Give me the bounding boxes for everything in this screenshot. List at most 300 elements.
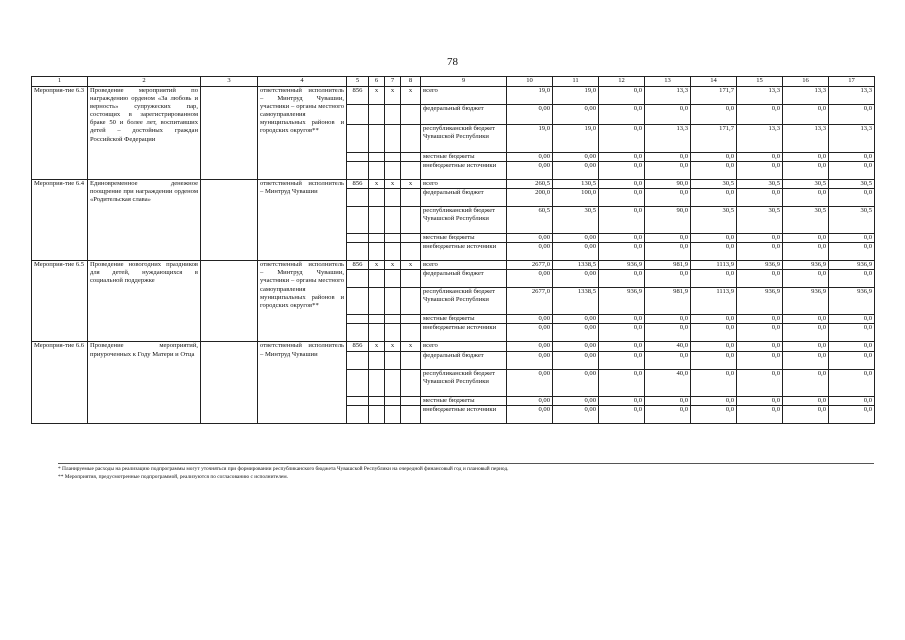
vr-code-empty: [401, 324, 421, 342]
amount-cell: 0,0: [737, 315, 783, 324]
table-row: [32, 87, 875, 105]
amount-cell: 0,0: [783, 243, 829, 261]
table-row: [32, 180, 875, 189]
vr-code-empty: [401, 315, 421, 324]
grbs-code-empty: [347, 189, 369, 207]
amount-cell: 0,0: [829, 105, 875, 125]
amount-cell: 0,0: [829, 315, 875, 324]
vr-code: x: [401, 180, 421, 189]
grbs-code-empty: [347, 405, 369, 423]
amount-cell: 936,9: [599, 288, 645, 315]
amount-cell: 0,0: [599, 324, 645, 342]
amount-cell: 0,0: [691, 324, 737, 342]
amount-cell: 0,0: [737, 105, 783, 125]
funding-source: всего: [421, 180, 507, 189]
amount-cell: 19,0: [553, 125, 599, 153]
column-number: 6: [369, 77, 385, 87]
amount-cell: 0,0: [645, 270, 691, 288]
amount-cell: 13,3: [737, 125, 783, 153]
amount-cell: 0,0: [691, 351, 737, 369]
amount-cell: 0,0: [737, 369, 783, 396]
amount-cell: 0,00: [507, 315, 553, 324]
amount-cell: 0,0: [645, 162, 691, 180]
amount-cell: 30,5: [737, 207, 783, 234]
rz-pr-code: x: [369, 261, 385, 270]
amount-cell: 0,0: [599, 234, 645, 243]
amount-cell: 0,0: [691, 105, 737, 125]
amount-cell: 0,0: [599, 369, 645, 396]
amount-cell: 0,0: [691, 162, 737, 180]
amount-cell: 0,0: [783, 405, 829, 423]
amount-cell: 0,00: [507, 105, 553, 125]
column-number: 10: [507, 77, 553, 87]
amount-cell: 0,00: [553, 369, 599, 396]
amount-cell: 0,00: [507, 342, 553, 351]
measure-code: Мероприя-тие 6.5: [32, 261, 88, 342]
amount-cell: 171,7: [691, 87, 737, 105]
amount-cell: 0,0: [691, 315, 737, 324]
cs-code-empty: [385, 405, 401, 423]
cs-code-empty: [385, 315, 401, 324]
amount-cell: 0,0: [737, 234, 783, 243]
grbs-code: 856: [347, 87, 369, 105]
funding-source: федеральный бюджет: [421, 189, 507, 207]
amount-cell: 30,5: [829, 180, 875, 189]
amount-cell: 0,0: [737, 396, 783, 405]
amount-cell: 981,9: [645, 288, 691, 315]
amount-cell: 30,5: [691, 180, 737, 189]
target-indicator-cell: [201, 342, 258, 423]
grbs-code-empty: [347, 234, 369, 243]
funding-source: местные бюджеты: [421, 153, 507, 162]
column-number: 5: [347, 77, 369, 87]
column-number: 17: [829, 77, 875, 87]
grbs-code-empty: [347, 207, 369, 234]
amount-cell: 0,0: [645, 351, 691, 369]
vr-code-empty: [401, 369, 421, 396]
amount-cell: 981,9: [645, 261, 691, 270]
amount-cell: 0,0: [783, 234, 829, 243]
rz-pr-code-empty: [369, 288, 385, 315]
column-number: 16: [783, 77, 829, 87]
amount-cell: 0,0: [737, 324, 783, 342]
amount-cell: 0,0: [737, 243, 783, 261]
vr-code-empty: [401, 234, 421, 243]
amount-cell: 40,0: [645, 369, 691, 396]
amount-cell: 0,0: [783, 324, 829, 342]
vr-code-empty: [401, 396, 421, 405]
vr-code-empty: [401, 105, 421, 125]
amount-cell: 0,00: [507, 270, 553, 288]
amount-cell: 0,0: [783, 153, 829, 162]
vr-code: x: [401, 261, 421, 270]
amount-cell: 936,9: [829, 261, 875, 270]
rz-pr-code-empty: [369, 189, 385, 207]
rz-pr-code: x: [369, 180, 385, 189]
funding-source: федеральный бюджет: [421, 351, 507, 369]
amount-cell: 0,0: [829, 324, 875, 342]
amount-cell: 0,0: [599, 315, 645, 324]
funding-source: внебюджетные источники: [421, 162, 507, 180]
amount-cell: 0,00: [507, 396, 553, 405]
target-indicator-cell: [201, 261, 258, 342]
funding-source: местные бюджеты: [421, 234, 507, 243]
amount-cell: 0,0: [645, 315, 691, 324]
amount-cell: 30,5: [829, 207, 875, 234]
amount-cell: 0,0: [829, 396, 875, 405]
amount-cell: 200,0: [507, 189, 553, 207]
amount-cell: 19,0: [553, 87, 599, 105]
amount-cell: 0,0: [829, 234, 875, 243]
rz-pr-code-empty: [369, 125, 385, 153]
grbs-code-empty: [347, 315, 369, 324]
column-number: 4: [258, 77, 347, 87]
cs-code-empty: [385, 288, 401, 315]
column-number: 9: [421, 77, 507, 87]
amount-cell: 0,0: [691, 243, 737, 261]
amount-cell: 0,00: [553, 396, 599, 405]
table-row: [32, 342, 875, 351]
grbs-code-empty: [347, 369, 369, 396]
cs-code: x: [385, 342, 401, 351]
amount-cell: 0,0: [691, 270, 737, 288]
amount-cell: 0,0: [737, 189, 783, 207]
amount-cell: 0,0: [829, 243, 875, 261]
amount-cell: 0,0: [829, 405, 875, 423]
amount-cell: 1338,5: [553, 288, 599, 315]
amount-cell: 0,0: [645, 396, 691, 405]
amount-cell: 0,0: [737, 162, 783, 180]
rz-pr-code-empty: [369, 270, 385, 288]
rz-pr-code-empty: [369, 234, 385, 243]
amount-cell: 0,0: [599, 105, 645, 125]
amount-cell: 0,0: [645, 405, 691, 423]
cs-code: x: [385, 180, 401, 189]
funding-source: внебюджетные источники: [421, 243, 507, 261]
funding-source: республиканский бюджет Чувашской Республики: [421, 369, 507, 396]
amount-cell: 0,0: [783, 162, 829, 180]
amount-cell: 0,00: [553, 324, 599, 342]
rz-pr-code: x: [369, 342, 385, 351]
amount-cell: 0,0: [645, 105, 691, 125]
vr-code-empty: [401, 243, 421, 261]
amount-cell: 0,0: [691, 189, 737, 207]
grbs-code-empty: [347, 243, 369, 261]
funding-source: внебюджетные источники: [421, 405, 507, 423]
rz-pr-code-empty: [369, 369, 385, 396]
amount-cell: 13,3: [645, 87, 691, 105]
amount-cell: 0,0: [783, 105, 829, 125]
amount-cell: 0,0: [829, 270, 875, 288]
amount-cell: 0,0: [783, 396, 829, 405]
amount-cell: 0,0: [737, 405, 783, 423]
amount-cell: 0,0: [645, 153, 691, 162]
amount-cell: 0,0: [599, 396, 645, 405]
rz-pr-code-empty: [369, 153, 385, 162]
amount-cell: 30,5: [783, 207, 829, 234]
amount-cell: 0,0: [829, 342, 875, 351]
amount-cell: 0,00: [553, 234, 599, 243]
vr-code-empty: [401, 125, 421, 153]
cs-code-empty: [385, 207, 401, 234]
amount-cell: 0,0: [691, 342, 737, 351]
vr-code-empty: [401, 153, 421, 162]
amount-cell: 0,0: [599, 180, 645, 189]
amount-cell: 40,0: [645, 342, 691, 351]
funding-source: местные бюджеты: [421, 315, 507, 324]
amount-cell: 0,0: [599, 87, 645, 105]
cs-code-empty: [385, 243, 401, 261]
amount-cell: 0,0: [599, 351, 645, 369]
amount-cell: 0,0: [599, 162, 645, 180]
amount-cell: 0,0: [599, 405, 645, 423]
amount-cell: 13,3: [829, 125, 875, 153]
funding-source: местные бюджеты: [421, 396, 507, 405]
measure-code: Мероприя-тие 6.4: [32, 180, 88, 261]
vr-code-empty: [401, 270, 421, 288]
amount-cell: 60,5: [507, 207, 553, 234]
amount-cell: 936,9: [829, 288, 875, 315]
amount-cell: 30,5: [691, 207, 737, 234]
amount-cell: 0,00: [507, 243, 553, 261]
footnote: ** Мероприятия, предусмотренные подпрограммой, реализуются по согласованию с исполнителем.: [58, 473, 289, 480]
amount-cell: 1113,9: [691, 261, 737, 270]
rz-pr-code-empty: [369, 105, 385, 125]
funding-source: республиканский бюджет Чувашской Республики: [421, 125, 507, 153]
column-number: 15: [737, 77, 783, 87]
amount-cell: 0,0: [691, 369, 737, 396]
amount-cell: 0,0: [829, 351, 875, 369]
rz-pr-code-empty: [369, 324, 385, 342]
cs-code-empty: [385, 324, 401, 342]
rz-pr-code-empty: [369, 351, 385, 369]
amount-cell: 2677,0: [507, 261, 553, 270]
amount-cell: 0,0: [599, 125, 645, 153]
amount-cell: 936,9: [783, 288, 829, 315]
funding-source: федеральный бюджет: [421, 105, 507, 125]
amount-cell: 0,00: [507, 351, 553, 369]
amount-cell: 936,9: [737, 288, 783, 315]
amount-cell: 30,5: [553, 207, 599, 234]
measure-name: Единовременное денежное поощрение при награждении орденом «Родительская слава»: [88, 180, 201, 261]
amount-cell: 0,0: [783, 270, 829, 288]
column-number: 13: [645, 77, 691, 87]
amount-cell: 0,00: [553, 342, 599, 351]
column-number: 7: [385, 77, 401, 87]
funding-source: республиканский бюджет Чувашской Республики: [421, 288, 507, 315]
amount-cell: 0,00: [553, 315, 599, 324]
grbs-code: 856: [347, 342, 369, 351]
column-number: 2: [88, 77, 201, 87]
amount-cell: 0,0: [599, 207, 645, 234]
rz-pr-code-empty: [369, 315, 385, 324]
grbs-code-empty: [347, 396, 369, 405]
vr-code: x: [401, 87, 421, 105]
rz-pr-code-empty: [369, 243, 385, 261]
amount-cell: 0,00: [553, 162, 599, 180]
amount-cell: 0,0: [645, 324, 691, 342]
amount-cell: 0,0: [599, 342, 645, 351]
cs-code-empty: [385, 369, 401, 396]
amount-cell: 0,0: [691, 153, 737, 162]
grbs-code-empty: [347, 288, 369, 315]
page-number: 78: [447, 56, 458, 68]
amount-cell: 13,3: [645, 125, 691, 153]
column-number: 3: [201, 77, 258, 87]
cs-code-empty: [385, 396, 401, 405]
cs-code: x: [385, 261, 401, 270]
amount-cell: 936,9: [599, 261, 645, 270]
rz-pr-code-empty: [369, 162, 385, 180]
amount-cell: 0,0: [599, 153, 645, 162]
amount-cell: 100,0: [553, 189, 599, 207]
column-number: 12: [599, 77, 645, 87]
amount-cell: 0,00: [553, 153, 599, 162]
rz-pr-code-empty: [369, 207, 385, 234]
measure-name: Проведение мероприятий, приуроченных к Году Матери и Отца: [88, 342, 201, 423]
amount-cell: 30,5: [737, 180, 783, 189]
measure-name: Проведение мероприятий по награждению орденом «За любовь и верность» супружеских пар, состоящих в зарегистрированном браке 50 и более лет, воспитавших детей – достойных граждан Российской Федерации: [88, 87, 201, 180]
budget-table: [31, 76, 875, 424]
column-number: 8: [401, 77, 421, 87]
grbs-code-empty: [347, 324, 369, 342]
target-indicator-cell: [201, 87, 258, 180]
cs-code-empty: [385, 189, 401, 207]
amount-cell: 1338,5: [553, 261, 599, 270]
amount-cell: 0,0: [645, 243, 691, 261]
column-number: 14: [691, 77, 737, 87]
cs-code-empty: [385, 153, 401, 162]
vr-code: x: [401, 342, 421, 351]
amount-cell: 0,0: [645, 234, 691, 243]
amount-cell: 0,0: [599, 270, 645, 288]
funding-source: республиканский бюджет Чувашской Республики: [421, 207, 507, 234]
amount-cell: 0,00: [553, 243, 599, 261]
measure-executor: ответственный исполнитель – Минтруд Чувашии: [258, 180, 347, 261]
rz-pr-code: x: [369, 87, 385, 105]
amount-cell: 90,0: [645, 180, 691, 189]
grbs-code-empty: [347, 125, 369, 153]
cs-code: x: [385, 87, 401, 105]
amount-cell: 130,5: [553, 180, 599, 189]
funding-source: всего: [421, 87, 507, 105]
amount-cell: 13,3: [783, 87, 829, 105]
vr-code-empty: [401, 207, 421, 234]
cs-code-empty: [385, 125, 401, 153]
amount-cell: 0,0: [783, 342, 829, 351]
vr-code-empty: [401, 189, 421, 207]
measure-name: Проведение новогодних праздников для детей, нуждающихся в социальной поддержке: [88, 261, 201, 342]
amount-cell: 0,00: [507, 369, 553, 396]
amount-cell: 0,00: [507, 324, 553, 342]
vr-code-empty: [401, 351, 421, 369]
amount-cell: 0,00: [553, 351, 599, 369]
amount-cell: 0,0: [829, 369, 875, 396]
column-number-row: [32, 77, 875, 87]
amount-cell: 13,3: [737, 87, 783, 105]
amount-cell: 0,00: [553, 405, 599, 423]
funding-source: внебюджетные источники: [421, 324, 507, 342]
amount-cell: 0,0: [783, 315, 829, 324]
amount-cell: 0,00: [507, 153, 553, 162]
rz-pr-code-empty: [369, 396, 385, 405]
vr-code-empty: [401, 162, 421, 180]
amount-cell: 19,0: [507, 125, 553, 153]
amount-cell: 0,0: [829, 189, 875, 207]
amount-cell: 13,3: [829, 87, 875, 105]
amount-cell: 0,0: [691, 396, 737, 405]
amount-cell: 0,00: [507, 162, 553, 180]
footnote: * Планируемые расходы на реализацию подпрограммы могут уточняться при формировании республиканского бюджета Чувашской Республики на очередной финансовый год и плановый период.: [58, 466, 509, 472]
amount-cell: 0,00: [553, 105, 599, 125]
amount-cell: 0,0: [829, 162, 875, 180]
amount-cell: 0,0: [737, 153, 783, 162]
grbs-code-empty: [347, 270, 369, 288]
amount-cell: 0,00: [507, 405, 553, 423]
target-indicator-cell: [201, 180, 258, 261]
amount-cell: 0,0: [737, 270, 783, 288]
amount-cell: 0,0: [737, 342, 783, 351]
column-number: 11: [553, 77, 599, 87]
vr-code-empty: [401, 288, 421, 315]
funding-source: федеральный бюджет: [421, 270, 507, 288]
amount-cell: 0,0: [783, 351, 829, 369]
amount-cell: 171,7: [691, 125, 737, 153]
amount-cell: 0,0: [599, 189, 645, 207]
amount-cell: 936,9: [783, 261, 829, 270]
amount-cell: 30,5: [783, 180, 829, 189]
amount-cell: 0,0: [783, 369, 829, 396]
amount-cell: 2677,0: [507, 288, 553, 315]
measure-code: Мероприя-тие 6.3: [32, 87, 88, 180]
amount-cell: 0,0: [645, 189, 691, 207]
funding-source: всего: [421, 261, 507, 270]
grbs-code-empty: [347, 162, 369, 180]
measure-executor: ответственный исполнитель – Минтруд Чувашии, участники – органы местного самоуправления муниципальных районов и городских округов**: [258, 87, 347, 180]
grbs-code-empty: [347, 351, 369, 369]
amount-cell: 19,0: [507, 87, 553, 105]
cs-code-empty: [385, 270, 401, 288]
cs-code-empty: [385, 351, 401, 369]
grbs-code-empty: [347, 105, 369, 125]
grbs-code-empty: [347, 153, 369, 162]
measure-code: Мероприя-тие 6.6: [32, 342, 88, 423]
amount-cell: 0,0: [599, 243, 645, 261]
funding-source: всего: [421, 342, 507, 351]
column-number: 1: [32, 77, 88, 87]
amount-cell: 0,00: [507, 234, 553, 243]
cs-code-empty: [385, 162, 401, 180]
amount-cell: 1113,9: [691, 288, 737, 315]
amount-cell: 90,0: [645, 207, 691, 234]
amount-cell: 0,0: [691, 234, 737, 243]
amount-cell: 260,5: [507, 180, 553, 189]
cs-code-empty: [385, 234, 401, 243]
grbs-code: 856: [347, 180, 369, 189]
amount-cell: 0,00: [553, 270, 599, 288]
amount-cell: 13,3: [783, 125, 829, 153]
grbs-code: 856: [347, 261, 369, 270]
measure-executor: ответственный исполнитель – Минтруд Чувашии: [258, 342, 347, 423]
amount-cell: 0,0: [691, 405, 737, 423]
table-row: [32, 261, 875, 270]
amount-cell: 936,9: [737, 261, 783, 270]
amount-cell: 0,0: [829, 153, 875, 162]
amount-cell: 0,0: [737, 351, 783, 369]
measure-executor: ответственный исполнитель – Минтруд Чувашии, участники – органы местного самоуправления муниципальных районов и городских округов**: [258, 261, 347, 342]
vr-code-empty: [401, 405, 421, 423]
cs-code-empty: [385, 105, 401, 125]
